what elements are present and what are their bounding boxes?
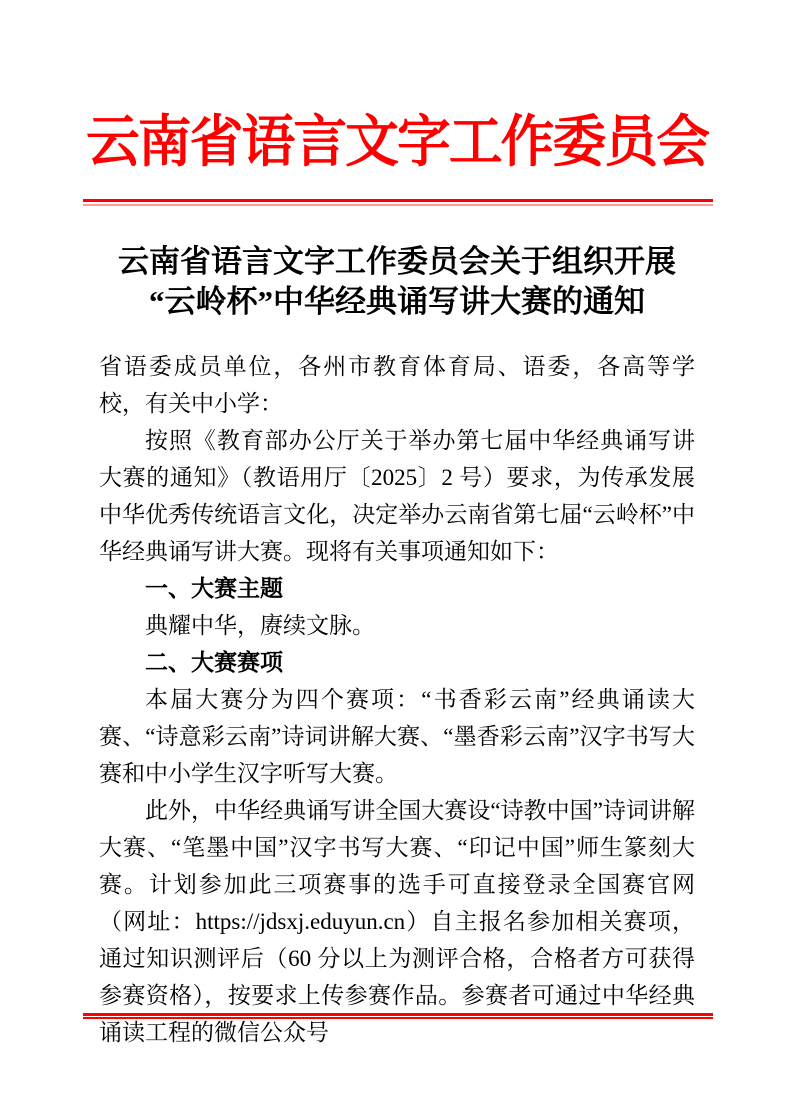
masthead-red-rule (83, 199, 713, 206)
document-body (99, 348, 695, 1051)
section-heading-events: 二、大赛赛项 (145, 649, 283, 676)
masthead (0, 0, 794, 177)
section-heading-theme: 一、大赛主题 (145, 575, 283, 602)
document-title-line-1: 云南省语言文字工作委员会关于组织开展 (118, 244, 676, 280)
document-title-line-2: “云岭杯”中华经典诵写讲大赛的通知 (149, 284, 645, 320)
paragraph-national-events: 此外，中华经典诵写讲全国大赛设“诗教中国”诗词讲解大赛、“笔墨中国”汉字书写大赛、“印记中国”师生篆刻大赛。计划参加此三项赛事的选手可直接登录全国赛官网（网址：https://jdsxj.eduyun.cn）自主报名参加相关赛项，通过知识测评后（60 分以上为测评合格，合格者方可获得参赛资格），按要求上传参赛作品。参赛者可通过中华经典诵读工程的微信公众号 (99, 798, 695, 1046)
document-title (0, 242, 794, 322)
salutation: 省语委成员单位，各州市教育体育局、语委，各高等学校，有关中小学： (99, 354, 695, 417)
masthead-org-name: 云南省语言文字工作委员会 (85, 112, 709, 174)
paragraph-theme: 典耀中华，赓续文脉。 (145, 613, 375, 639)
paragraph-events: 本届大赛分为四个赛项：“书香彩云南”经典诵读大赛、“诗意彩云南”诗词讲解大赛、“墨香彩云南”汉字书写大赛和中小学生汉字听写大赛。 (99, 687, 695, 787)
footer-red-rule (83, 1013, 713, 1019)
paragraph-basis: 按照《教育部办公厅关于举办第七届中华经典诵写讲大赛的通知》（教语用厅〔2025〕2 号）要求，为传承发展中华优秀传统语言文化，决定举办云南省第七届“云岭杯”中华经典诵写讲大赛。现将有关事项通知如下： (99, 428, 695, 565)
